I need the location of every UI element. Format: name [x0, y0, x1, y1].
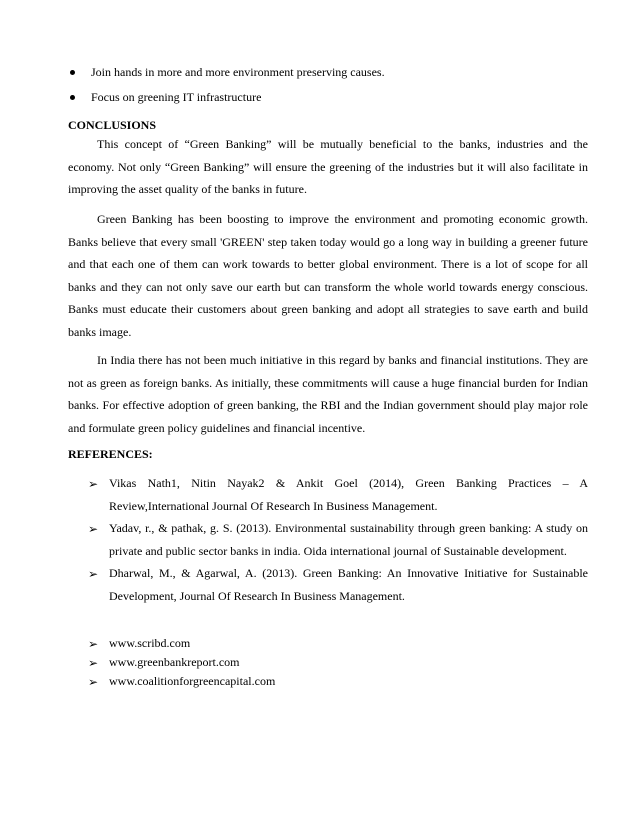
bullet-list — [68, 60, 588, 110]
reference-link[interactable]: www.greenbankreport.com — [109, 655, 240, 669]
reference-text: Dharwal, M., & Agarwal, A. (2013). Green Banking: An Innovative Initiative for Sustainable Development, Journal Of Research In Business Management. — [109, 566, 588, 603]
conclusions-heading: CONCLUSIONS — [68, 118, 157, 132]
reference-item — [88, 517, 588, 562]
reference-link-item — [88, 634, 588, 653]
references-list — [88, 472, 588, 607]
conclusions-paragraph-2 — [68, 208, 588, 343]
paragraph-text: Green Banking has been boosting to improve the environment and promoting economic growth. Banks believe that every small 'GREEN' step taken today would go a long way in building a greener future and that each one of them can work towards to better global environment. There is a lot of scope for all banks and they can not only save our earth but can transform the whole world towards energy conscious. Banks must educate their customers about green banking and adopt all strategies to save earth and build banks image. — [68, 212, 588, 339]
bullet-item — [68, 85, 588, 110]
arrow-bullet-icon: ➢ — [88, 637, 99, 651]
reference-item — [88, 562, 588, 607]
arrow-bullet-icon: ➢ — [88, 675, 99, 689]
reference-link[interactable]: www.coalitionforgreencapital.com — [109, 674, 276, 688]
arrow-bullet-icon: ➢ — [88, 477, 99, 491]
paragraph-text: In India there has not been much initiative in this regard by banks and financial institutions. They are not as green as foreign banks. As initially, these commitments will cause a huge financial burden for Indian banks. For effective adoption of green banking, the RBI and the Indian government should play major role and formulate green policy guidelines and financial incentive. — [68, 353, 588, 435]
conclusions-paragraph-3 — [68, 349, 588, 439]
arrow-bullet-icon: ➢ — [88, 567, 99, 581]
arrow-bullet-icon: ➢ — [88, 656, 99, 670]
references-links — [88, 634, 588, 691]
reference-text: Vikas Nath1, Nitin Nayak2 & Ankit Goel (2014), Green Banking Practices – A Review,International Journal Of Research In Business Management. — [109, 476, 588, 513]
conclusions-paragraph-1 — [68, 133, 588, 201]
bullet-text: Join hands in more and more environment preserving causes. — [91, 65, 385, 79]
reference-link-item — [88, 672, 588, 691]
arrow-bullet-icon: ➢ — [88, 522, 99, 536]
reference-text: Yadav, r., & pathak, g. S. (2013). Environmental sustainability through green banking: A study on private and public sector banks in india. Oida international journal of Sustainable development. — [109, 521, 588, 558]
reference-item — [88, 472, 588, 517]
references-heading: REFERENCES: — [68, 447, 153, 461]
reference-link-item — [88, 653, 588, 672]
bullet-dot-icon — [70, 70, 75, 75]
paragraph-text: This concept of “Green Banking” will be mutually beneficial to the banks, industries and the economy. Not only “Green Banking” will ensure the greening of the industries but it will also facilitate in improving the asset quality of the banks in future. — [68, 137, 588, 196]
bullet-text: Focus on greening IT infrastructure — [91, 90, 262, 104]
reference-link[interactable]: www.scribd.com — [109, 636, 191, 650]
bullet-item — [68, 60, 588, 85]
bullet-dot-icon — [70, 95, 75, 100]
